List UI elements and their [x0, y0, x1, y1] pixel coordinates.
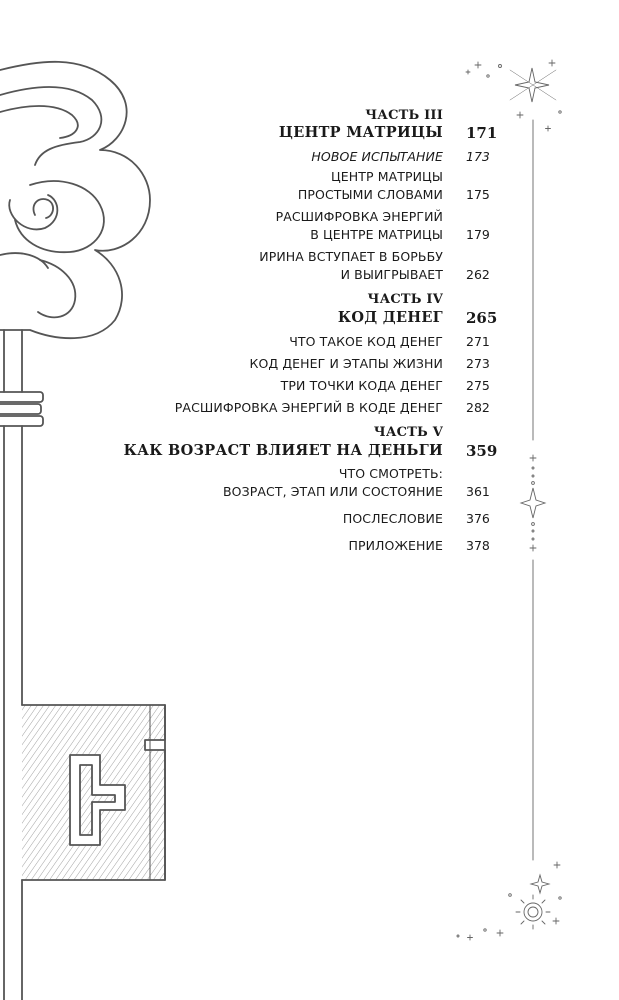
page-number: 275: [466, 378, 490, 393]
page-number: 262: [466, 267, 490, 282]
part-title: КОД ДЕНЕГ: [337, 309, 443, 326]
entry-title: РАСШИФРОВКА ЭНЕРГИЙ В КОДЕ ДЕНЕГ: [174, 400, 443, 415]
part-label: ЧАСТЬ V: [373, 425, 443, 440]
page-number: 171: [466, 124, 498, 142]
entry-title-line: РАСШИФРОВКА ЭНЕРГИЙ: [275, 209, 443, 224]
page-number: 271: [466, 334, 490, 349]
entry-title-line: ИРИНА ВСТУПАЕТ В БОРЬБУ: [259, 249, 443, 264]
entry-title-line: ЦЕНТР МАТРИЦЫ: [330, 169, 443, 184]
part-title: КАК ВОЗРАСТ ВЛИЯЕТ НА ДЕНЬГИ: [123, 442, 443, 459]
page-number: 361: [466, 484, 490, 499]
entry-title: ЧТО ТАКОЕ КОД ДЕНЕГ: [289, 334, 443, 349]
entry-title-line: В ЦЕНТРЕ МАТРИЦЫ: [310, 227, 443, 242]
entry-title-line: ЧТО СМОТРЕТЬ:: [338, 466, 443, 481]
part-label: ЧАСТЬ III: [365, 108, 443, 123]
entry-title: КОД ДЕНЕГ И ЭТАПЫ ЖИЗНИ: [249, 356, 443, 371]
entry-title: НОВОЕ ИСПЫТАНИЕ: [311, 149, 443, 164]
entry-title-line: ВОЗРАСТ, ЭТАП ИЛИ СОСТОЯНИЕ: [223, 484, 443, 499]
entry-title: ТРИ ТОЧКИ КОДА ДЕНЕГ: [280, 378, 443, 393]
entry-title-line: ПРОСТЫМИ СЛОВАМИ: [297, 187, 443, 202]
page-number: 378: [466, 538, 490, 553]
page-number: 359: [466, 442, 498, 460]
entry-title: ПРИЛОЖЕНИЕ: [348, 538, 443, 553]
entry-title-line: И ВЫИГРЫВАЕТ: [340, 267, 443, 282]
part-label: ЧАСТЬ IV: [367, 292, 443, 307]
page-number: 173: [466, 149, 490, 164]
page-number: 376: [466, 511, 490, 526]
part-title: ЦЕНТР МАТРИЦЫ: [278, 124, 443, 141]
page-number: 265: [466, 309, 498, 327]
page-number: 282: [466, 400, 490, 415]
page-number: 175: [466, 187, 490, 202]
page-number: 179: [466, 227, 490, 242]
entry-title: ПОСЛЕСЛОВИЕ: [342, 511, 443, 526]
page-number: 273: [466, 356, 490, 371]
